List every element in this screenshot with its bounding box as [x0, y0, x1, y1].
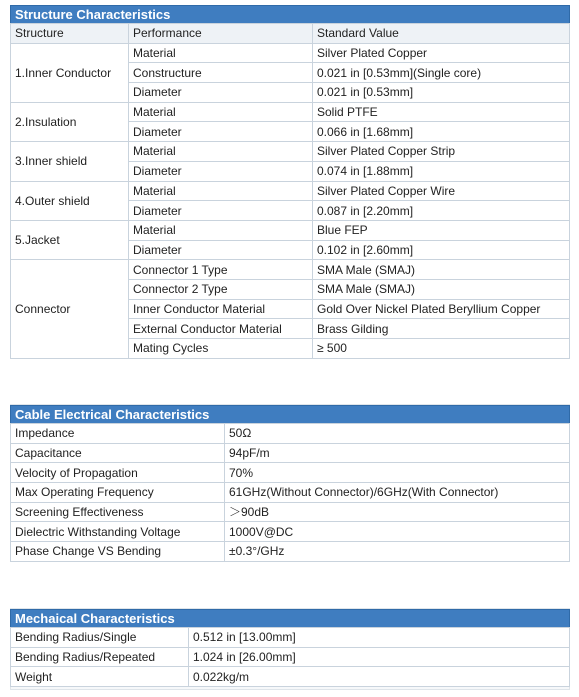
performance-cell: Diameter — [129, 122, 313, 142]
table-row — [11, 647, 570, 667]
standard-value-cell: SMA Male (SMAJ) — [313, 260, 570, 280]
performance-cell: Connector 2 Type — [129, 279, 313, 299]
standard-value-cell: SMA Male (SMAJ) — [313, 279, 570, 299]
column-header: Performance — [129, 24, 313, 44]
value-cell: 1.024 in [26.00mm] — [189, 647, 570, 667]
table-row — [11, 142, 570, 162]
table-row — [11, 542, 570, 562]
table-row — [11, 424, 570, 444]
parameter-cell: Impedance — [11, 424, 225, 444]
structure-group-label: 3.Inner shield — [11, 142, 129, 181]
value-cell: ＞90dB — [225, 502, 570, 522]
performance-cell: Mating Cycles — [129, 339, 313, 359]
column-header: Structure — [11, 24, 129, 44]
value-cell: ±0.3°/GHz — [225, 542, 570, 562]
table-row — [11, 667, 570, 687]
performance-cell: Material — [129, 220, 313, 240]
parameter-cell: Dielectric Withstanding Voltage — [11, 522, 225, 542]
table-row — [11, 443, 570, 463]
table-row — [11, 628, 570, 648]
column-header: Standard Value — [313, 24, 570, 44]
standard-value-cell: 0.021 in [0.53mm] — [313, 83, 570, 103]
parameter-cell: Screening Effectiveness — [11, 502, 225, 522]
parameter-cell: Weight — [11, 667, 189, 687]
performance-cell: Diameter — [129, 161, 313, 181]
standard-value-cell: 0.021 in [0.53mm](Single core) — [313, 63, 570, 83]
standard-value-cell: 0.102 in [2.60mm] — [313, 240, 570, 260]
value-cell: 0.022kg/m — [189, 667, 570, 687]
table-row — [11, 522, 570, 542]
performance-cell: Diameter — [129, 83, 313, 103]
performance-cell: Material — [129, 181, 313, 201]
parameter-cell: Max Operating Frequency — [11, 483, 225, 503]
value-cell: 0.512 in [13.00mm] — [189, 628, 570, 648]
table-row — [11, 181, 570, 201]
parameter-cell: Bending Radius/Repeated — [11, 647, 189, 667]
structure-group-label: 4.Outer shield — [11, 181, 129, 220]
table-row — [11, 43, 570, 63]
value-cell: 61GHz(Without Connector)/6GHz(With Connector) — [225, 483, 570, 503]
standard-value-cell: Silver Plated Copper Wire — [313, 181, 570, 201]
standard-value-cell: 0.074 in [1.88mm] — [313, 161, 570, 181]
electrical-section — [10, 405, 570, 562]
standard-value-cell: Solid PTFE — [313, 102, 570, 122]
mechanical-title: Mechaical Characteristics — [10, 609, 570, 627]
parameter-cell: Velocity of Propagation — [11, 463, 225, 483]
parameter-cell: Capacitance — [11, 443, 225, 463]
performance-cell: Inner Conductor Material — [129, 299, 313, 319]
structure-group-label: 5.Jacket — [11, 220, 129, 259]
performance-cell: Material — [129, 43, 313, 63]
value-cell: 50Ω — [225, 424, 570, 444]
performance-cell: Connector 1 Type — [129, 260, 313, 280]
electrical-table — [10, 423, 570, 562]
table-row — [11, 260, 570, 280]
mechanical-section — [10, 609, 570, 687]
performance-cell: Diameter — [129, 240, 313, 260]
value-cell: 94pF/m — [225, 443, 570, 463]
performance-cell: Material — [129, 142, 313, 162]
standard-value-cell: 0.066 in [1.68mm] — [313, 122, 570, 142]
electrical-title: Cable Electrical Characteristics — [10, 405, 570, 423]
performance-cell: Material — [129, 102, 313, 122]
mechanical-table — [10, 627, 570, 687]
structure-table — [10, 23, 570, 359]
structure-header-row — [11, 24, 570, 44]
performance-cell: Diameter — [129, 201, 313, 221]
structure-group-label: Connector — [11, 260, 129, 358]
parameter-cell: Bending Radius/Single — [11, 628, 189, 648]
standard-value-cell: Brass Gilding — [313, 319, 570, 339]
standard-value-cell: ≥ 500 — [313, 339, 570, 359]
performance-cell: External Conductor Material — [129, 319, 313, 339]
standard-value-cell: Silver Plated Copper Strip — [313, 142, 570, 162]
value-cell: 1000V@DC — [225, 522, 570, 542]
structure-section — [10, 5, 570, 359]
table-row — [11, 483, 570, 503]
standard-value-cell: 0.087 in [2.20mm] — [313, 201, 570, 221]
structure-group-label: 1.Inner Conductor — [11, 43, 129, 102]
table-row — [11, 463, 570, 483]
table-row — [11, 220, 570, 240]
structure-title: Structure Characteristics — [10, 5, 570, 23]
parameter-cell: Phase Change VS Bending — [11, 542, 225, 562]
standard-value-cell: Gold Over Nickel Plated Beryllium Copper — [313, 299, 570, 319]
table-row — [11, 502, 570, 522]
value-cell: 70% — [225, 463, 570, 483]
table-row — [11, 102, 570, 122]
performance-cell: Constructure — [129, 63, 313, 83]
standard-value-cell: Silver Plated Copper — [313, 43, 570, 63]
structure-group-label: 2.Insulation — [11, 102, 129, 141]
standard-value-cell: Blue FEP — [313, 220, 570, 240]
